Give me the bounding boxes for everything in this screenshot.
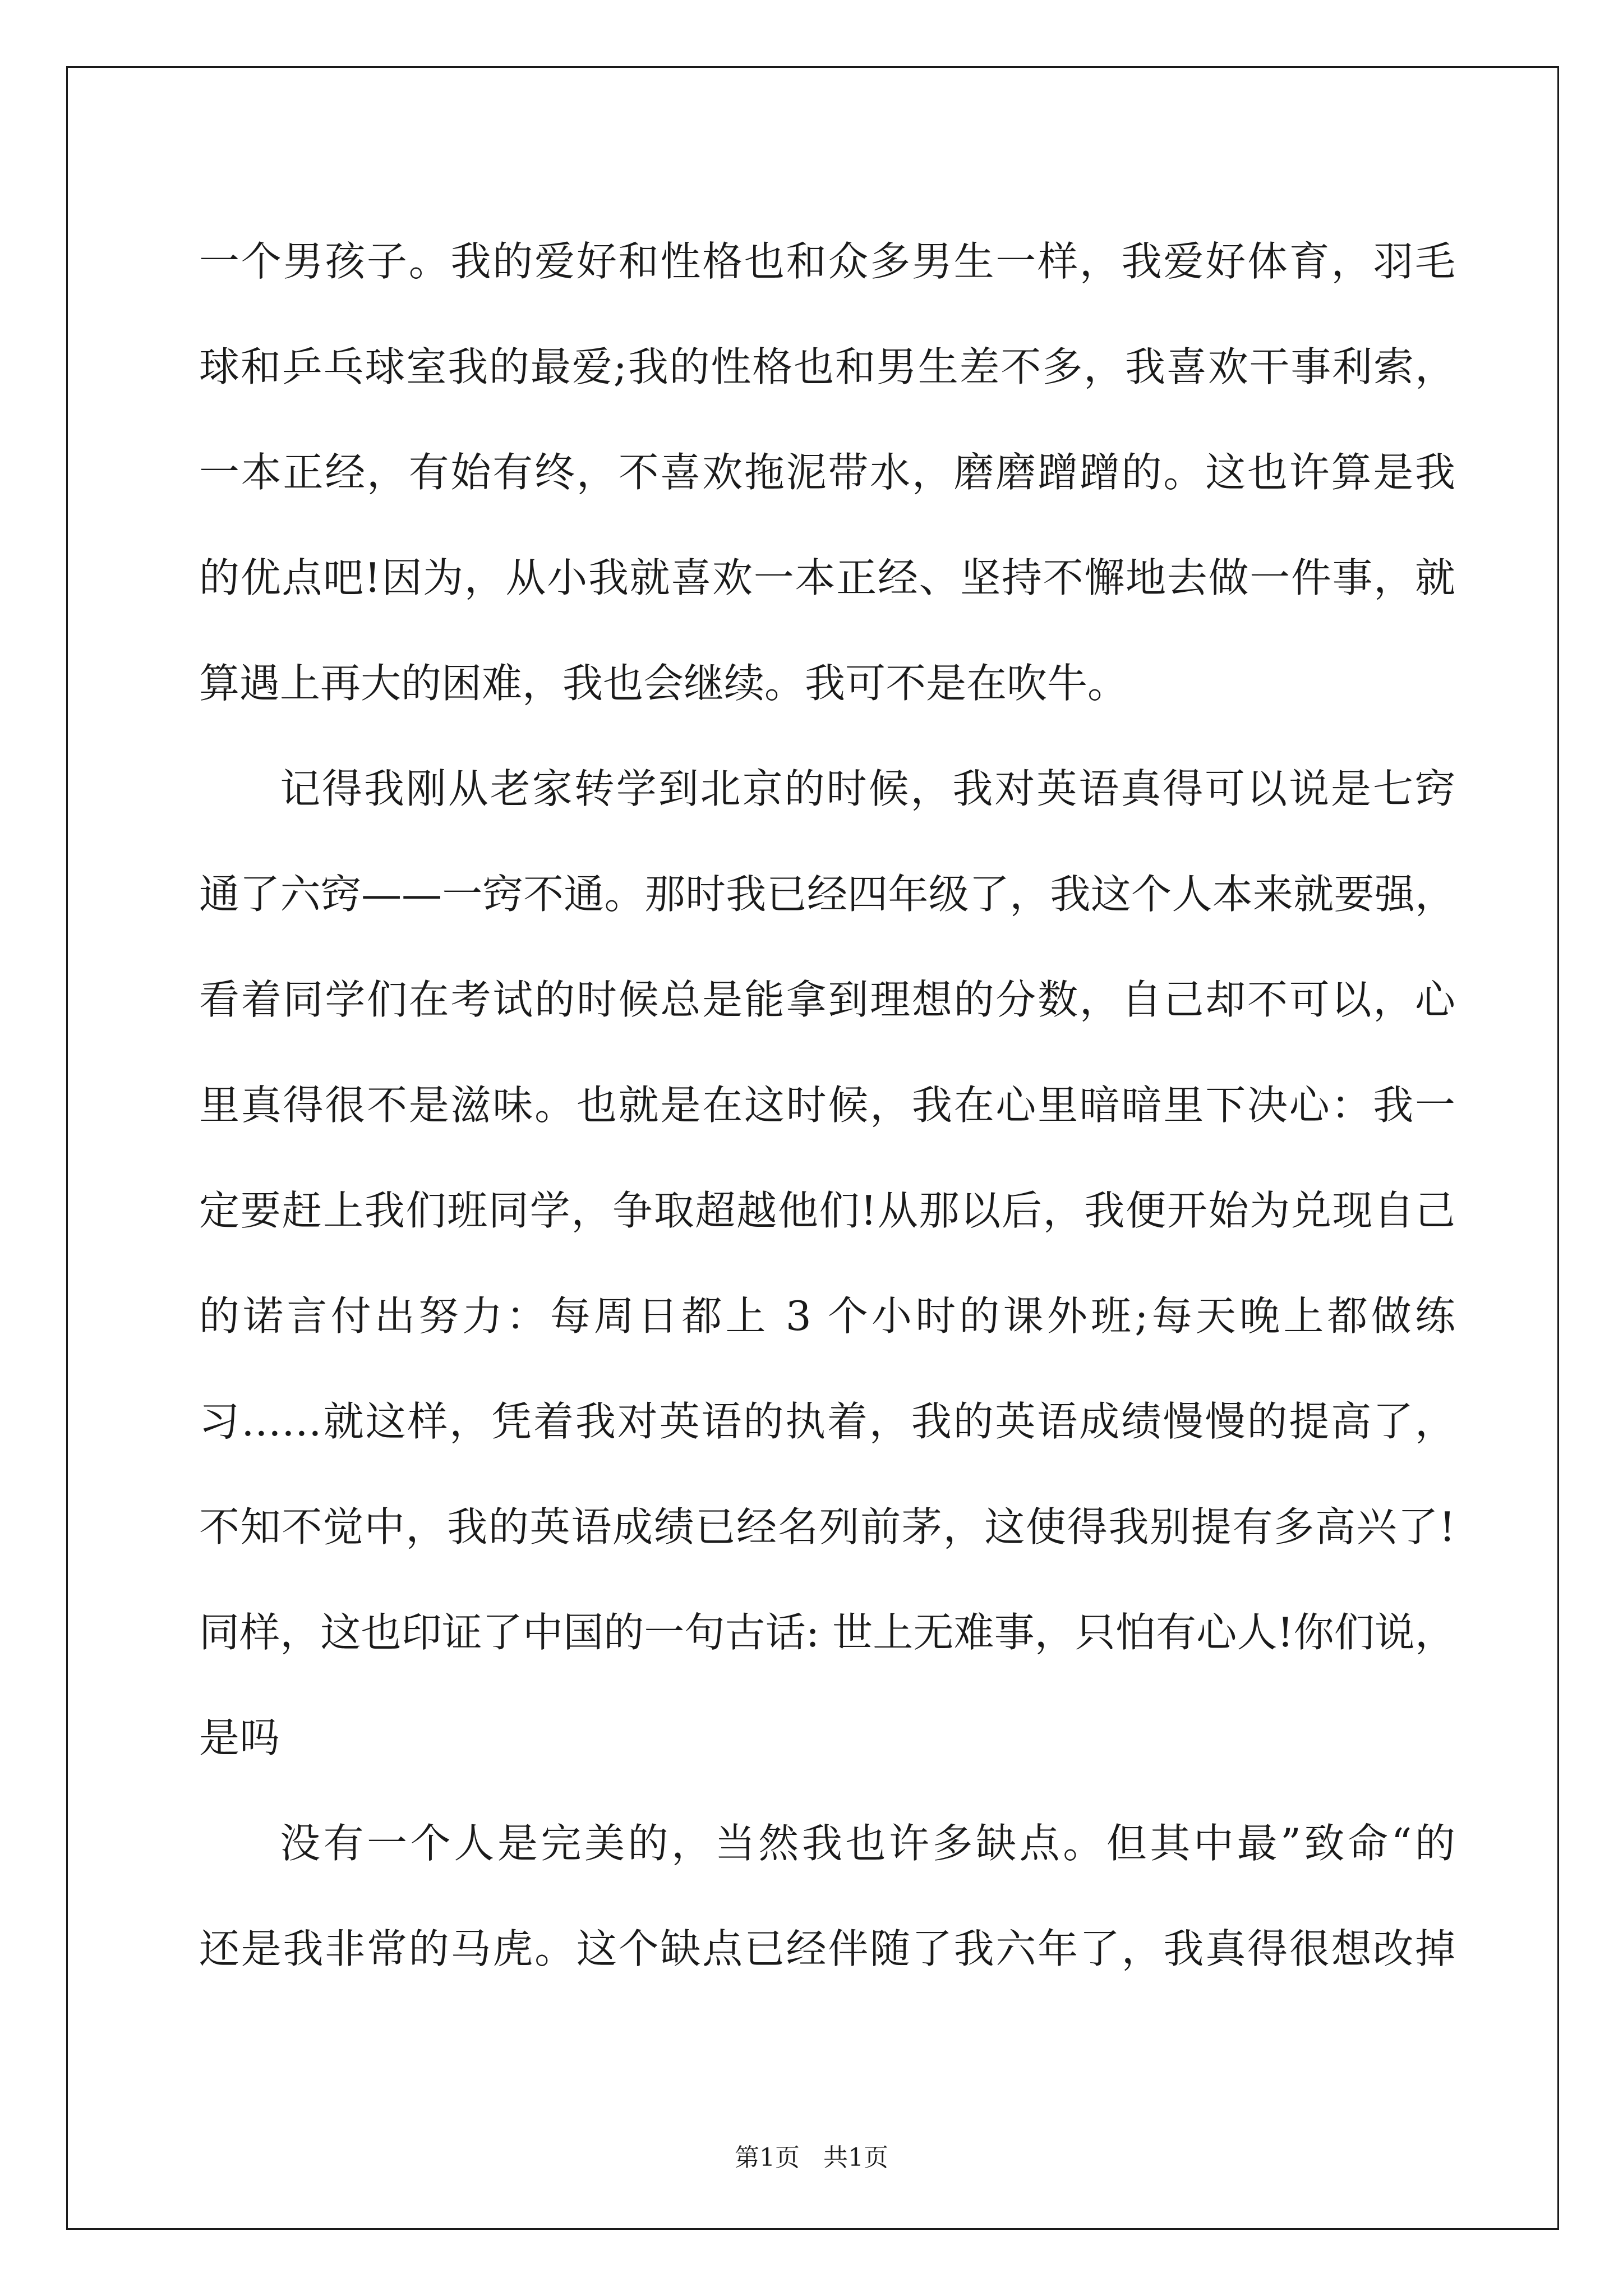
page-footer bbox=[0, 2137, 1623, 2173]
text-line: 的优点吧!因为，从小我就喜欢一本正经、坚持不懈地去做一件事，就 bbox=[199, 554, 1455, 601]
paragraph-1 bbox=[199, 209, 1455, 736]
text-line: 记得我刚从老家转学到北京的时候，我对英语真得可以说是七窍 bbox=[280, 765, 1455, 812]
text-line: 是吗 bbox=[199, 1714, 280, 1761]
text-line: 球和乒乓球室我的最爱;我的性格也和男生差不多，我喜欢干事利索， bbox=[199, 343, 1455, 390]
text-line: 看着同学们在考试的时候总是能拿到理想的分数，自己却不可以，心 bbox=[199, 976, 1455, 1023]
text-line: 一个男孩子。我的爱好和性格也和众多男生一样，我爱好体育，羽毛 bbox=[199, 238, 1455, 285]
page-number: 第1页 bbox=[735, 2143, 800, 2172]
text-line: 一本正经，有始有终，不喜欢拖泥带水，磨磨蹭蹭的。这也许算是我 bbox=[199, 449, 1455, 496]
text-line: 算遇上再大的困难，我也会继续。我可不是在吹牛。 bbox=[199, 660, 1128, 707]
paragraph-2 bbox=[199, 736, 1455, 1791]
document-body bbox=[199, 209, 1455, 2001]
text-line: 的诺言付出努力：每周日都上 3 个小时的课外班;每天晚上都做练 bbox=[199, 1292, 1455, 1340]
paragraph-3 bbox=[199, 1791, 1455, 2001]
text-line: 通了六窍——一窍不通。那时我已经四年级了，我这个人本来就要强， bbox=[199, 871, 1455, 918]
text-line: 习……就这样，凭着我对英语的执着，我的英语成绩慢慢的提高了， bbox=[199, 1398, 1455, 1445]
text-line: 定要赶上我们班同学，争取超越他们!从那以后，我便开始为兑现自己 bbox=[199, 1187, 1455, 1234]
text-line: 不知不觉中，我的英语成绩已经名列前茅，这使得我别提有多高兴了! bbox=[199, 1503, 1455, 1550]
text-line: 里真得很不是滋味。也就是在这时候，我在心里暗暗里下决心：我一 bbox=[199, 1082, 1455, 1129]
text-line: 还是我非常的马虎。这个缺点已经伴随了我六年了，我真得很想改掉 bbox=[199, 1925, 1455, 1972]
text-line: 同样，这也印证了中国的一句古话: 世上无难事，只怕有心人!你们说， bbox=[199, 1609, 1455, 1656]
page-total: 共1页 bbox=[823, 2143, 888, 2172]
text-line: 没有一个人是完美的，当然我也许多缺点。但其中最”致命“的 bbox=[280, 1820, 1455, 1867]
